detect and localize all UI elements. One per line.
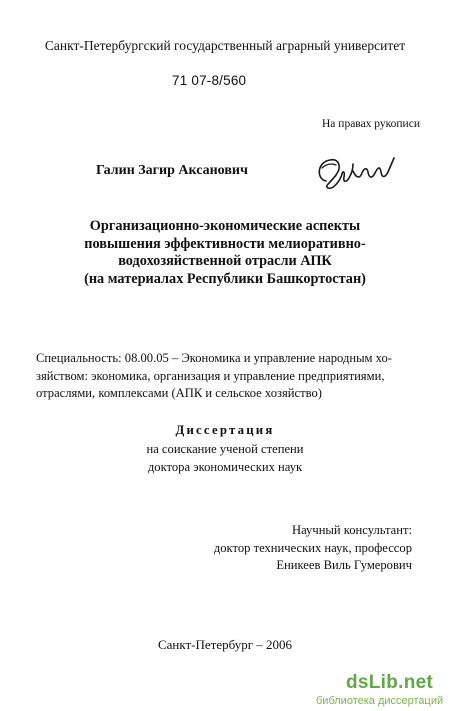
title-line: водохозяйственной отрасли АПК: [118, 253, 332, 269]
title-line: Организационно-экономические аспекты: [89, 218, 361, 234]
city-year: Санкт-Петербург – 2006: [157, 637, 293, 652]
rights-note: На правах рукописи: [322, 118, 420, 130]
watermark-logo: dsLib.net: [346, 672, 434, 693]
consultant-line: доктор технических наук, профессор: [213, 540, 412, 555]
author-signature: [312, 148, 398, 196]
university-name: Санкт-Петербургский государственный аграрный университет: [44, 38, 406, 53]
dissertation-label: Диссертация: [175, 423, 275, 437]
specialty-line: отраслями, комплексами (АПК и сельское хозяйство): [36, 386, 322, 400]
specialty-line: зяйством: экономика, организация и управление предприятиями,: [36, 368, 385, 383]
consultant-line: Еникеев Виль Гумерович: [276, 558, 412, 572]
author-name: Галин Загир Аксанович: [96, 163, 248, 178]
archive-stamp: 71 07-8/560: [172, 73, 247, 88]
degree-line: доктора экономических наук: [147, 459, 303, 474]
specialty-block: [36, 350, 420, 403]
title-line: повышения эффективности мелиоративно-: [84, 235, 366, 252]
dissertation-title: [40, 218, 410, 288]
title-line: (на материалах Республики Башкортостан): [84, 270, 366, 287]
degree-line: на соискание ученой степени: [146, 442, 304, 456]
specialty-line: Специальность: 08.00.05 – Экономика и управление народным хо-: [36, 351, 392, 365]
watermark-subtitle: библиотека диссертаций: [316, 695, 444, 707]
consultant-line: Научный консультант:: [292, 523, 412, 537]
degree-block: [0, 441, 450, 476]
dslib-watermark[interactable]: [316, 672, 446, 710]
consultant-block: [0, 522, 412, 575]
